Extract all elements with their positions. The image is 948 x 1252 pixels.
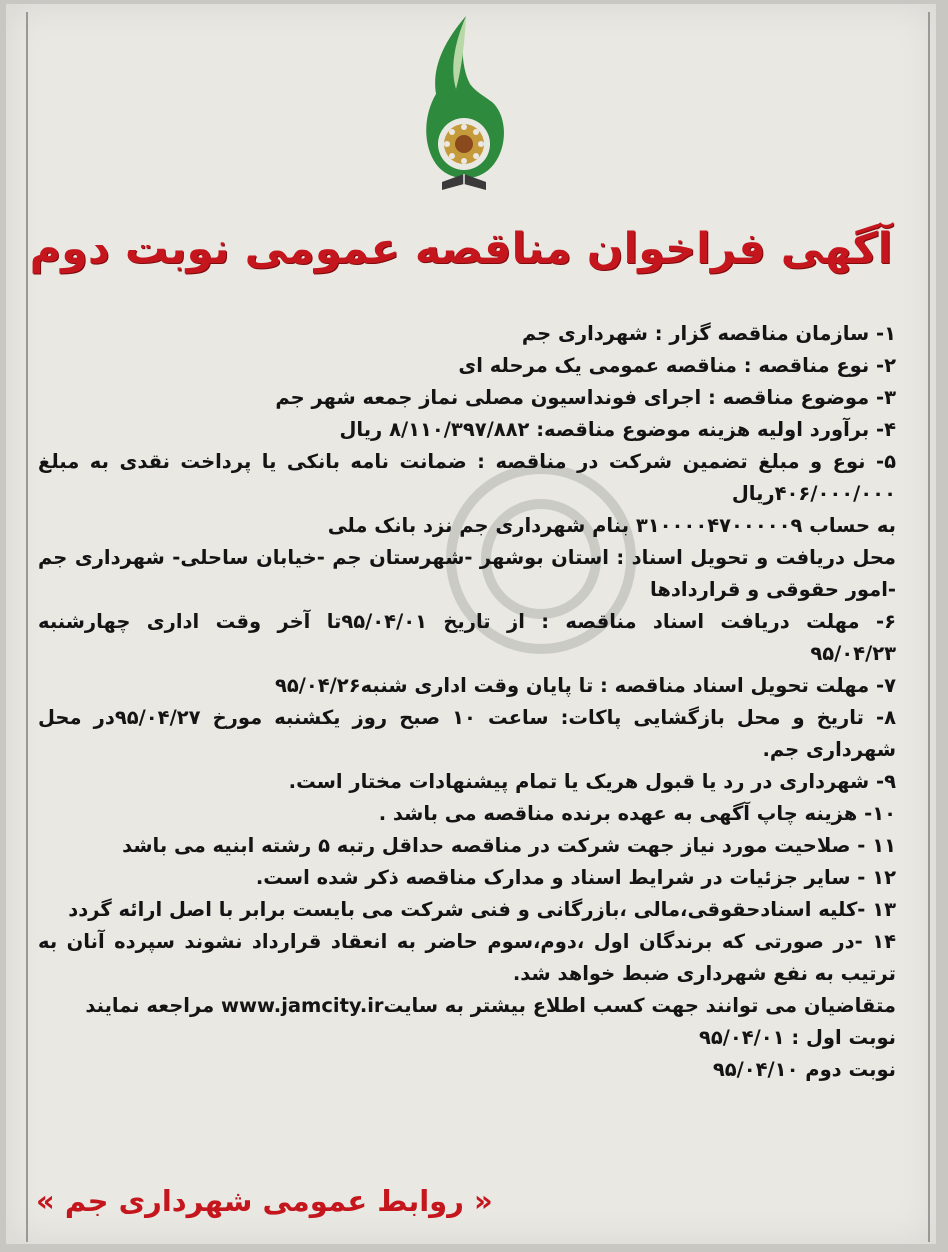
item-6-line-2: ۹۵/۰۴/۲۳: [810, 642, 896, 665]
item-13: ۱۳ -کلیه اسنادحقوقی،مالی ،بازرگانی و فنی شرکت می بایست برابر با اصل ارائه گردد: [68, 898, 896, 921]
delivery-location-line-2: -امور حقوقی و قراردادها: [650, 578, 896, 601]
item-9: ۹- شهرداری در رد یا قبول هریک یا تمام پیشنهادات مختار است.: [288, 770, 896, 793]
municipality-logo-icon: [414, 14, 514, 199]
item-5-line-1: ۵- نوع و مبلغ تضمین شرکت در مناقصه : ضمانت نامه بانکی یا پرداخت نقدی به مبلغ: [38, 450, 896, 473]
item-14-line-2: ترتیب به نفع شهرداری ضبط خواهد شد.: [512, 962, 896, 985]
website-line: [38, 990, 896, 1022]
item-1: ۱- سازمان مناقصه گزار : شهرداری جم: [521, 322, 896, 345]
bank-account-line: به حساب ۳۱۰۰۰۰۴۷۰۰۰۰۰۹ بنام شهرداری جم نزد بانک ملی: [327, 514, 896, 537]
public-relations-signature: « روابط عمومی شهرداری جم »: [36, 1184, 493, 1218]
item-14-line-1: ۱۴ -در صورتی که برندگان اول ،دوم،سوم حاضر به انعقاد قرارداد نشوند سپرده آنان به: [38, 930, 896, 953]
notice-body: [38, 318, 896, 1086]
item-6-line-1: ۶- مهلت دریافت اسناد مناقصه : از تاریخ ۹۵/۰۴/۰۱تا آخر وقت اداری چهارشنبه: [38, 610, 896, 633]
item-5-line-2: ۴۰۶/۰۰۰/۰۰۰ریال: [731, 482, 896, 505]
item-7: ۷- مهلت تحویل اسناد مناقصه : تا پایان وقت اداری شنبه۹۵/۰۴/۲۶: [274, 674, 896, 697]
website-text-after: مراجعه نمایند: [85, 994, 221, 1017]
notice-title: آگهی فراخوان مناقصه عمومی نوبت دوم: [29, 224, 893, 274]
item-12: ۱۲ - سایر جزئیات در شرایط اسناد و مدارک مناقصه ذکر شده است.: [255, 866, 896, 889]
item-10: ۱۰- هزینه چاپ آگهی به عهده برنده مناقصه می باشد .: [378, 802, 896, 825]
first-publication-date: نوبت اول : ۹۵/۰۴/۰۱: [698, 1026, 896, 1049]
item-11: ۱۱ - صلاحیت مورد نیاز جهت شرکت در مناقصه حداقل رتبه ۵ رشته ابنیه می باشد: [122, 834, 896, 857]
item-3: ۳- موضوع مناقصه : اجرای فونداسیون مصلی نماز جمعه شهر جم: [275, 386, 896, 409]
item-4: ۴- برآورد اولیه هزینه موضوع مناقصه: ۸/۱۱۰/۳۹۷/۸۸۲ ریال: [339, 418, 896, 441]
website-text-before: متقاضیان می توانند جهت کسب اطلاع بیشتر به سایت: [383, 994, 896, 1017]
newspaper-clipping: [6, 4, 936, 1244]
item-8-line-1: ۸- تاریخ و محل بازگشایی پاکات: ساعت ۱۰ صبح روز یکشنبه مورخ ۹۵/۰۴/۲۷در محل: [38, 706, 896, 729]
website-link[interactable]: www.jamcity.ir: [220, 994, 384, 1017]
item-8-line-2: شهرداری جم.: [762, 738, 896, 761]
delivery-location-line-1: محل دریافت و تحویل اسناد : استان بوشهر -شهرستان جم -خیابان ساحلی- شهرداری جم: [38, 546, 896, 569]
second-publication-date: نوبت دوم ۹۵/۰۴/۱۰: [712, 1058, 896, 1081]
item-2: ۲- نوع مناقصه : مناقصه عمومی یک مرحله ای: [458, 354, 896, 377]
